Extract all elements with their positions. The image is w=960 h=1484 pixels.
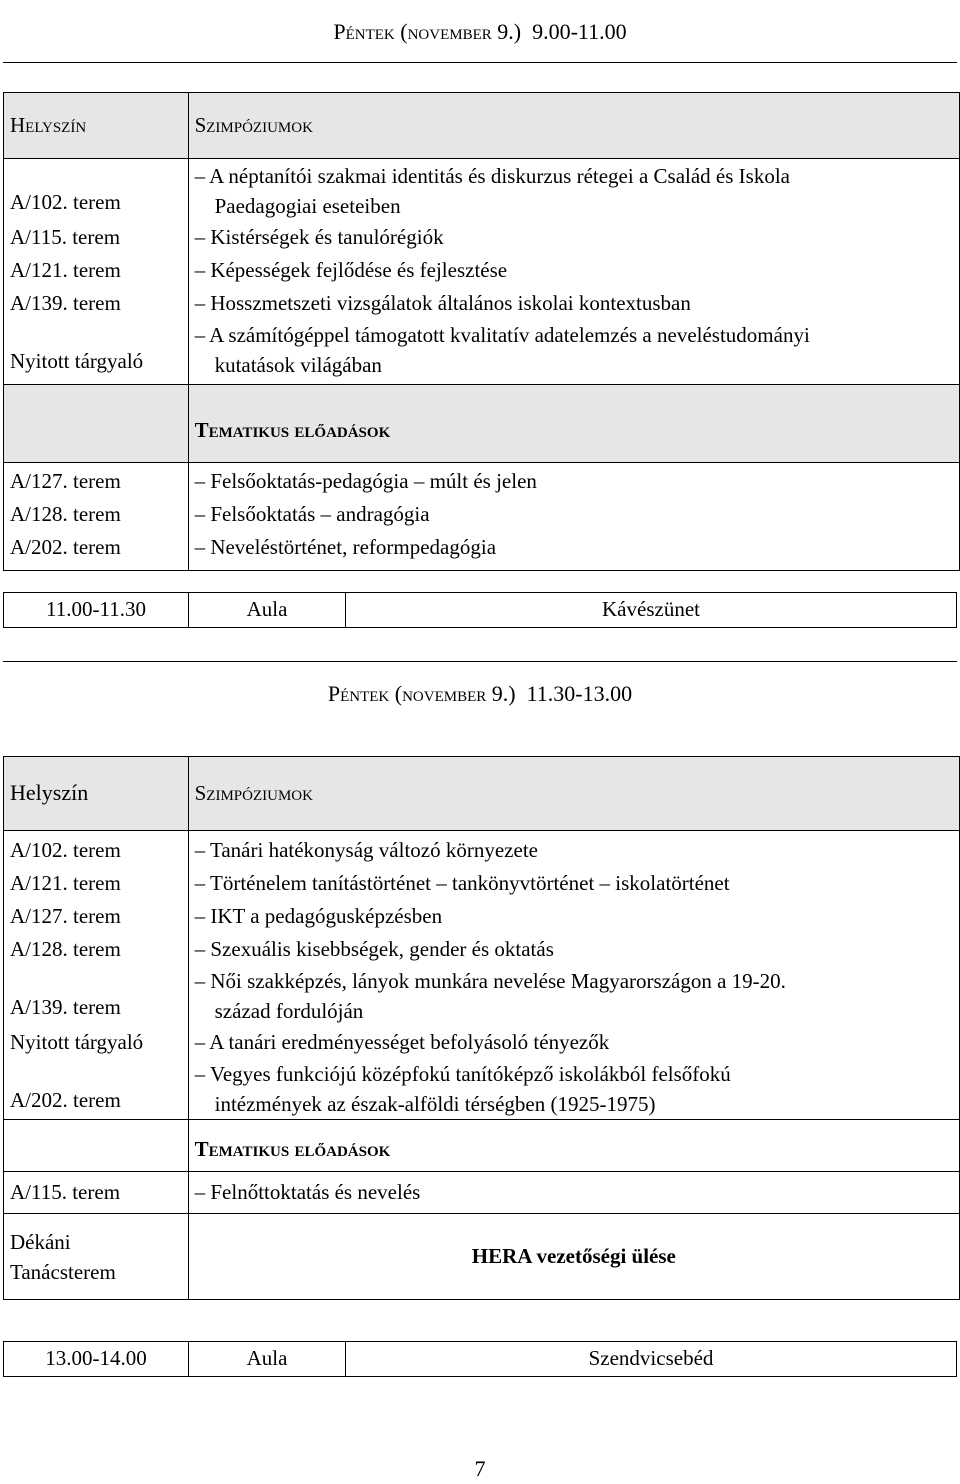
list-item: – Tanári hatékonyság változó környezete	[194, 838, 538, 862]
divider	[3, 661, 957, 662]
block2-thematic-label: Tematikus előadások	[188, 1120, 959, 1172]
block1-symposia-locations	[4, 159, 189, 385]
break1-place: Aula	[189, 593, 346, 628]
list-item: – Neveléstörténet, reformpedagógia	[194, 535, 497, 559]
list-item: – Felnőttoktatás és nevelés	[188, 1172, 959, 1214]
location-cell: Nyitott tárgyaló	[10, 349, 144, 373]
block2-symposia-locations	[4, 831, 189, 1120]
location-cell: A/115. terem	[4, 1172, 189, 1214]
page-number: 7	[474, 1456, 486, 1481]
list-item: – A néptanítói szakmai identitás és diskurzus rétegei a Család és Iskola Paedagogiai eseteiben	[194, 164, 790, 218]
break1-row	[3, 592, 957, 628]
location-cell: A/102. terem	[10, 838, 121, 862]
break2-row	[3, 1341, 957, 1377]
list-item: – A számítógéppel támogatott kvalitatív adatelemzés a neveléstudományi kutatások világában	[194, 323, 810, 377]
block1-symposia-titles	[188, 159, 959, 385]
location-cell: A/139. terem	[10, 291, 121, 315]
location-cell: A/139. terem	[10, 995, 121, 1019]
break1-label: Kávészünet	[346, 593, 957, 628]
list-item: – IKT a pedagógusképzésben	[194, 904, 443, 928]
col-location-header: Helyszín	[4, 93, 189, 159]
list-item: – Felsőoktatás – andragógia	[194, 502, 430, 526]
location-cell: A/127. terem	[10, 469, 121, 493]
block1-thematic-locations	[4, 463, 189, 571]
block1-thematic-label: Tematikus előadások	[188, 385, 959, 463]
break2-label: Szendvicsebéd	[346, 1342, 957, 1377]
location-cell: A/127. terem	[10, 904, 121, 928]
list-item: – Képességek fejlődése és fejlesztése	[194, 258, 508, 282]
location-cell: A/121. terem	[10, 258, 121, 282]
block2-heading-time: 11.30-13.00	[526, 681, 633, 706]
block2-symposia-titles	[188, 831, 959, 1120]
col-symposia-header: Szimpóziumok	[188, 93, 959, 159]
block1-thematic-titles	[188, 463, 959, 571]
list-item: – A tanári eredményességet befolyásoló tényezők	[194, 1030, 610, 1054]
list-item: – Hosszmetszeti vizsgálatok általános iskolai kontextusban	[194, 291, 691, 315]
location-cell: A/121. terem	[10, 871, 121, 895]
list-item: – Kistérségek és tanulórégiók	[194, 225, 444, 249]
location-cell: A/102. terem	[10, 190, 121, 214]
list-item: – Történelem tanítástörténet – tankönyvtörténet – iskolatörténet	[194, 871, 730, 895]
break2-time: 13.00-14.00	[4, 1342, 189, 1377]
block2-heading	[0, 680, 960, 709]
location-cell: A/128. terem	[10, 502, 121, 526]
meeting-title: HERA vezetőségi ülése	[188, 1214, 959, 1300]
block1-heading	[0, 18, 960, 47]
divider	[3, 62, 957, 63]
list-item: – Szexuális kisebbségek, gender és oktatás	[194, 937, 554, 961]
list-item: – Felsőoktatás-pedagógia – múlt és jelen	[194, 469, 537, 493]
location-cell: Nyitott tárgyaló	[10, 1030, 144, 1054]
thematic-label-spacer	[4, 1120, 189, 1172]
location-cell: A/202. terem	[10, 1088, 121, 1112]
block2-schedule-table	[3, 756, 960, 1300]
block1-heading-time: 9.00-11.00	[532, 19, 627, 44]
block1-heading-prefix: Péntek (november 9.)	[333, 19, 522, 44]
block2-heading-prefix: Péntek (november 9.)	[327, 681, 516, 706]
break1-time: 11.00-11.30	[4, 593, 189, 628]
col-location-header: Helyszín	[4, 757, 189, 831]
list-item: – Vegyes funkciójú középfokú tanítóképző iskolákból felsőfokú intézmények az észak-alföldi térségben (1925-1975)	[194, 1062, 731, 1116]
thematic-label-spacer	[4, 385, 189, 463]
location-cell: A/202. terem	[10, 535, 121, 559]
location-cell: A/115. terem	[10, 225, 121, 249]
break2-place: Aula	[189, 1342, 346, 1377]
block1-schedule-table	[3, 92, 960, 571]
location-cell: A/128. terem	[10, 937, 121, 961]
meeting-location: Dékáni Tanácsterem	[4, 1214, 189, 1300]
col-symposia-header: Szimpóziumok	[188, 757, 959, 831]
list-item: – Női szakképzés, lányok munkára nevelése Magyarországon a 19-20. század fordulóján	[194, 969, 786, 1023]
